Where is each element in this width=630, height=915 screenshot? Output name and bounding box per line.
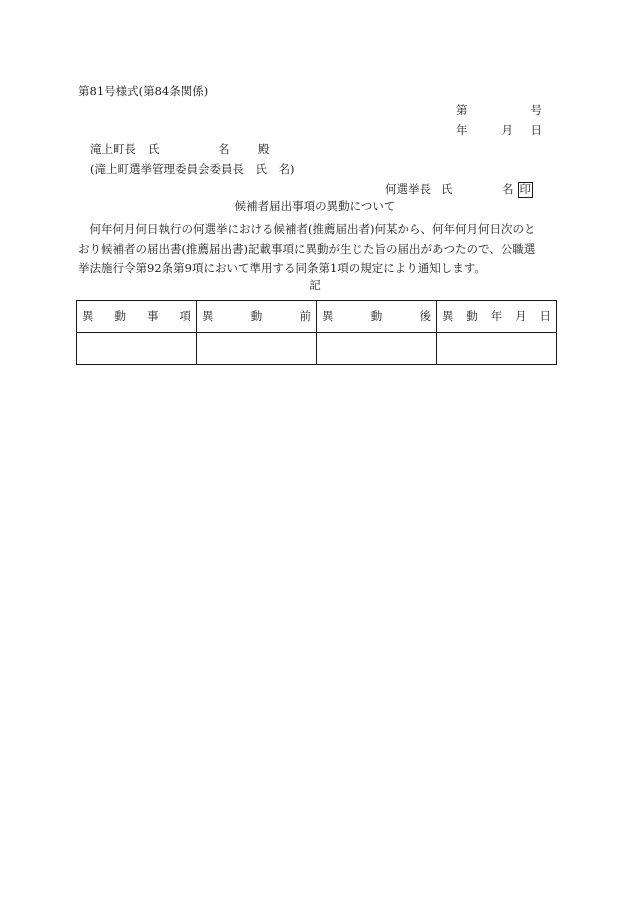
addressee-name-part2: 名	[218, 142, 230, 156]
number-prefix: 第	[456, 103, 468, 117]
header-char: 月	[515, 308, 527, 323]
document-date-line	[456, 125, 542, 137]
addressee-honorific: 殿	[258, 142, 270, 156]
table-header-row	[77, 301, 557, 333]
sender-line	[385, 182, 533, 198]
body-line: 何年何月何日執行の何選挙における候補者(推薦届出者)何某から、何年何月何日次のと	[89, 222, 536, 236]
header-before-change	[197, 301, 317, 333]
header-char: 動	[370, 308, 383, 323]
header-char: 動	[466, 308, 478, 323]
number-suffix: 号	[530, 103, 542, 117]
addressee-title: 滝上町長	[90, 142, 136, 156]
table-cell-after	[317, 333, 437, 365]
date-year: 年	[456, 123, 468, 137]
header-char: 異	[202, 308, 214, 323]
body-line: おり候補者の届出書(推薦届出書)記載事項に異動が生じた旨の届出があつたので、公職選	[78, 241, 536, 256]
header-change-date	[437, 301, 557, 333]
sender-name-part1: 氏	[441, 182, 453, 196]
document-number-line	[456, 105, 542, 117]
header-char: 動	[114, 308, 126, 323]
header-after-change	[317, 301, 437, 333]
form-title: 第81号様式(第84条関係)	[78, 84, 209, 98]
header-change-item	[77, 301, 197, 333]
table-cell-change-item	[77, 333, 197, 365]
header-char: 後	[419, 308, 431, 323]
memo-label: 記	[309, 278, 321, 292]
table-cell-date	[437, 333, 557, 365]
header-char: 項	[179, 308, 191, 323]
header-char: 日	[539, 308, 551, 323]
body-paragraph	[78, 220, 558, 279]
date-day: 日	[530, 123, 542, 137]
header-char: 異	[322, 308, 334, 323]
header-char: 年	[490, 308, 503, 323]
header-char: 前	[299, 308, 311, 323]
header-char: 事	[147, 308, 159, 323]
change-record-table	[76, 300, 557, 365]
addressee-name-part1: 氏	[148, 142, 160, 156]
table-row	[77, 333, 557, 365]
document-subject: 候補者届出事項の異動について	[234, 199, 396, 213]
header-char: 異	[442, 308, 454, 323]
header-char: 異	[82, 308, 94, 323]
sender-title: 何選挙長	[385, 182, 431, 196]
seal-stamp-box: 印	[519, 182, 531, 196]
addressee-line	[90, 144, 270, 156]
body-line: 挙法施行令第92条第9項において準用する同条第1項の規定により通知します。	[78, 261, 486, 275]
date-month: 月	[501, 123, 513, 137]
table-cell-before	[197, 333, 317, 365]
sender-name-part2: 名	[502, 182, 514, 196]
addressee-alternate: (滝上町選挙管理委員会委員長 氏 名)	[90, 162, 295, 176]
header-char: 動	[250, 308, 263, 323]
